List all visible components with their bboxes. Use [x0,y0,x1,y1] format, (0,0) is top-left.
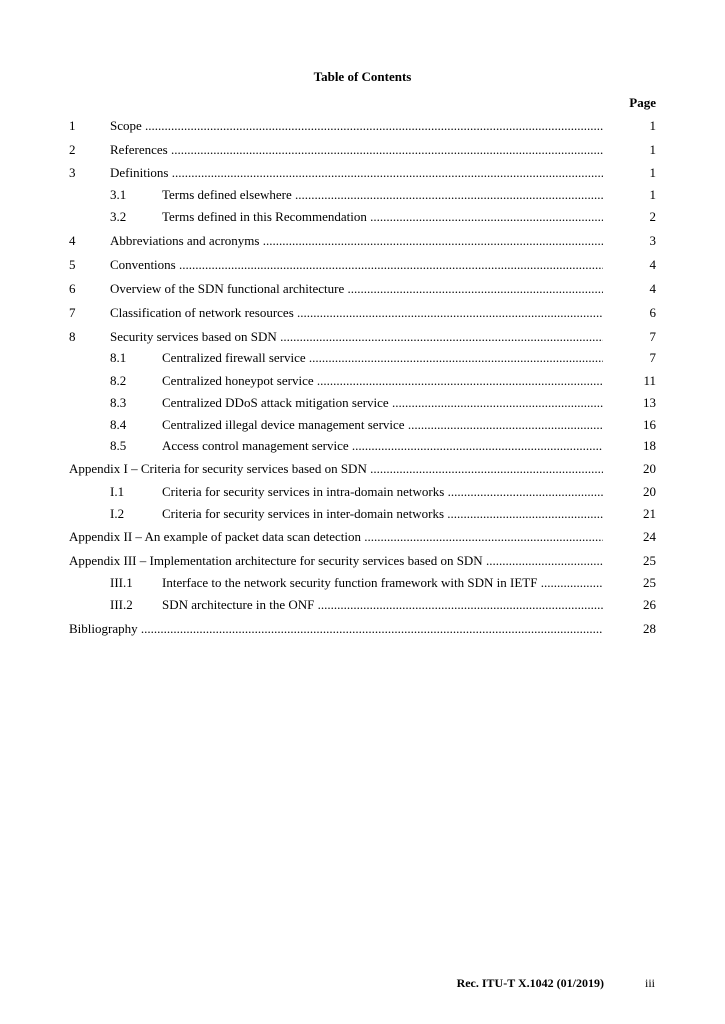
toc-entry[interactable] [0,506,725,522]
toc-entry[interactable] [0,281,725,297]
toc-entry-title: Appendix II – An example of packet data scan detection ..... [69,529,603,545]
toc-entry-title: Interface to the network security function framework with SDN in IETF ..... [162,575,603,591]
toc-entry[interactable] [0,417,725,433]
toc-entry-title: Criteria for security services in intra-domain networks ..... [162,484,603,500]
toc-entry[interactable] [0,305,725,321]
toc-entry-title: Centralized DDoS attack mitigation service ..... [162,395,603,411]
toc-entry-title: References ..... [110,142,603,158]
toc-entry-title: Terms defined in this Recommendation ..... [162,209,603,225]
toc-entry-number: I.1 [110,484,125,499]
toc-entry[interactable] [0,461,725,477]
toc-entry-title: Appendix I – Criteria for security services based on SDN ..... [69,461,603,477]
toc-entry-page: 20 [643,461,656,476]
toc-entry-page: 1 [649,187,656,202]
toc-entry-page: 21 [643,506,656,521]
toc-entry-page: 1 [649,118,656,133]
toc-entry-page: 13 [643,395,656,410]
toc-entry[interactable] [0,597,725,613]
toc-entry[interactable] [0,575,725,591]
toc-entry-number: 1 [69,118,76,133]
toc-title: Table of Contents [313,69,412,84]
toc-entry-page: 24 [643,529,656,544]
toc-entry-title: Bibliography ..... [69,621,603,637]
toc-entry-page: 4 [649,257,656,272]
toc-entry[interactable] [0,373,725,389]
toc-entry-title: Criteria for security services in inter-domain networks ..... [162,506,603,522]
toc-entry[interactable] [0,350,725,366]
toc-entry-number: 8.5 [110,438,127,453]
toc-entry-page: 6 [649,305,656,320]
toc-entry-title: Centralized illegal device management service ..... [162,417,603,433]
toc-entry-number: 7 [69,305,76,320]
toc-entry[interactable] [0,438,725,454]
toc-entry-title: Abbreviations and acronyms ..... [110,233,603,249]
toc-entry-number: 3 [69,165,76,180]
toc-entry-page: 3 [649,233,656,248]
toc-entry-number: 8 [69,329,76,344]
toc-entry[interactable] [0,395,725,411]
toc-entry[interactable] [0,621,725,637]
toc-entry[interactable] [0,257,725,273]
toc-entry[interactable] [0,187,725,203]
toc-entry-page: 1 [649,142,656,157]
toc-entry-number: 6 [69,281,76,296]
toc-entry-title: Conventions ..... [110,257,603,273]
toc-entry-page: 25 [643,575,656,590]
footer-recommendation-reference: Rec. ITU-T X.1042 (01/2019) [456,976,604,990]
toc-entry-number: 8.2 [110,373,127,388]
toc-entry-page: 11 [643,373,656,388]
toc-entry-number: 5 [69,257,76,272]
toc-entry-title: Scope ..... [110,118,603,134]
toc-entry-number: 8.4 [110,417,127,432]
toc-entry-title: Security services based on SDN ..... [110,329,603,345]
toc-entry-title: Centralized honeypot service ..... [162,373,603,389]
page-column-header: Page [629,95,656,110]
toc-entry[interactable] [0,233,725,249]
toc-entry-page: 26 [643,597,656,612]
toc-entry-page: 4 [649,281,656,296]
toc-entry-number: 8.1 [110,350,127,365]
toc-entry-title: Centralized firewall service ..... [162,350,603,366]
toc-entry-title: Overview of the SDN functional architecture ..... [110,281,603,297]
toc-entry-number: 3.2 [110,209,127,224]
toc-entry[interactable] [0,553,725,569]
toc-entry-number: III.2 [110,597,133,612]
footer-page-number: iii [644,976,655,990]
toc-entry-page: 1 [649,165,656,180]
toc-entry-page: 7 [649,350,656,365]
toc-entry-number: 2 [69,142,76,157]
toc-entry-page: 18 [643,438,656,453]
toc-entry-page: 7 [649,329,656,344]
toc-entry[interactable] [0,142,725,158]
toc-entry-page: 28 [643,621,656,636]
toc-entry[interactable] [0,209,725,225]
toc-entry-number: I.2 [110,506,125,521]
toc-entry-title: Terms defined elsewhere ..... [162,187,603,203]
toc-entry-page: 2 [649,209,656,224]
toc-entry-page: 25 [643,553,656,568]
toc-entry-title: Access control management service ..... [162,438,603,454]
toc-entry-number: III.1 [110,575,133,590]
toc-entry-number: 4 [69,233,76,248]
toc-entry[interactable] [0,529,725,545]
toc-entry[interactable] [0,118,725,134]
toc-entry[interactable] [0,484,725,500]
toc-entry-page: 16 [643,417,656,432]
toc-entry-title: Classification of network resources ..... [110,305,603,321]
toc-entry-title: Definitions ..... [110,165,603,181]
toc-entry-number: 8.3 [110,395,127,410]
toc-entry-page: 20 [643,484,656,499]
toc-entry-title: SDN architecture in the ONF ..... [162,597,603,613]
toc-entry[interactable] [0,165,725,181]
toc-entry[interactable] [0,329,725,345]
toc-entry-title: Appendix III – Implementation architecture for security services based on SDN ..... [69,553,603,569]
toc-entry-number: 3.1 [110,187,127,202]
